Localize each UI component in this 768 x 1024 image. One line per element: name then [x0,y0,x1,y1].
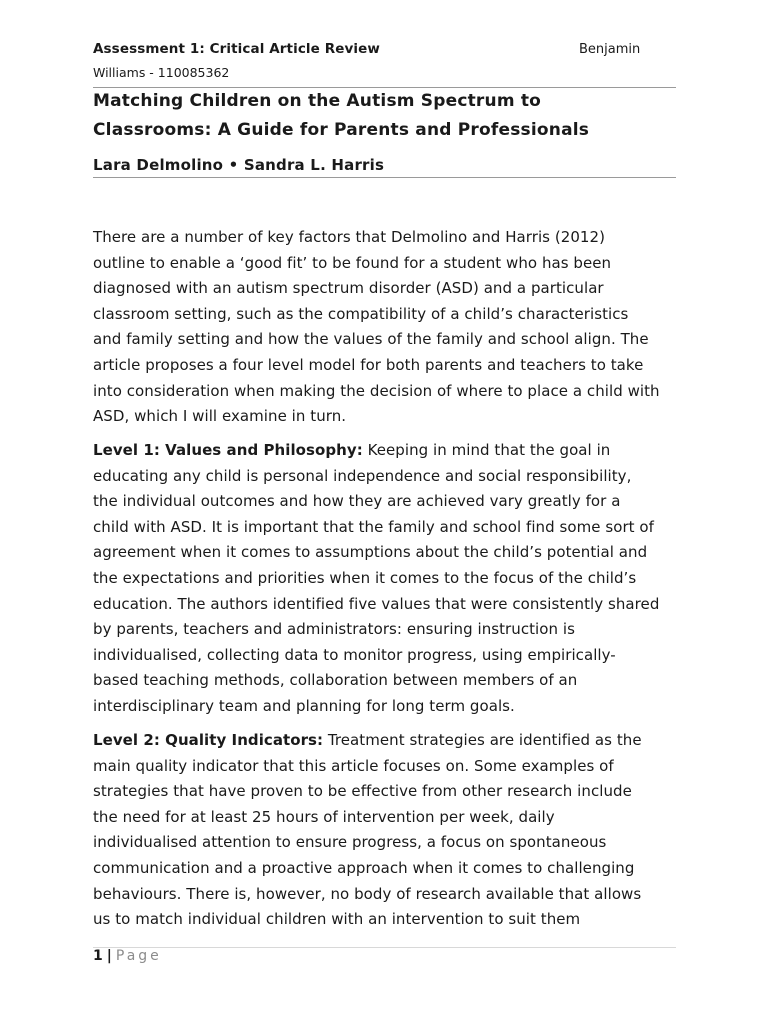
paragraph-line: education. The authors identified five values that were consistently shared [93,594,660,613]
paragraph-line: child with ASD. It is important that the family and school find some sort of [93,517,654,536]
article-title-line: Matching Children on the Autism Spectrum to [93,91,542,111]
paragraph-line: There are a number of key factors that Delmolino and Harris (2012) [93,228,606,246]
paragraph-line: the expectations and priorities when it comes to the focus of the child’s [93,568,637,587]
page-number: 1 [93,948,103,964]
article-authors: Lara Delmolino • Sandra L. Harris [93,156,385,174]
paragraph-line: based teaching methods, collaboration between members of an [93,671,578,690]
paragraph-line-text: Keeping in mind that the goal in [362,441,611,459]
paragraph-line: outline to enable a ‘good fit’ to be found for a student who has been [93,253,612,272]
document-page [93,0,676,1024]
paragraph-line: the need for at least 25 hours of intervention per week, daily [93,807,555,826]
running-header [93,41,676,61]
paragraph-line: interdisciplinary team and planning for long term goals. [93,696,515,715]
paragraph-line: individualised attention to ensure progress, a focus on spontaneous [93,833,607,852]
header-title: Assessment 1: Critical Article Review [93,41,380,57]
paragraph-line: behaviours. There is, however, no body of research available that allows [93,884,642,903]
paragraph-line: us to match individual children with an intervention to suit them [93,910,581,929]
paragraph-first-line [93,728,683,754]
page-label: Page [115,948,162,964]
header-author-first-name: Benjamin [579,42,641,57]
paragraph-intro [93,225,683,430]
paragraph-level-2 [93,728,683,933]
page-footer [93,948,162,964]
paragraph-line: and family setting and how the values of the family and school align. The [93,330,649,349]
paragraph-heading: Level 1: Values and Philosophy: [93,441,363,459]
paragraph-first-line [93,438,683,464]
footer-separator: | [106,948,112,964]
paragraph-line: agreement when it comes to assumptions about the child’s potential and [93,543,648,562]
paragraph-line: into consideration when making the decision of where to place a child with [93,381,660,400]
paragraph-line: article proposes a four level model for both parents and teachers to take [93,355,644,374]
paragraph-line: ASD, which I will examine in turn. [93,407,347,426]
paragraph-heading: Level 2: Quality Indicators: [93,731,324,749]
paragraph-line: the individual outcomes and how they are achieved vary greatly for a [93,492,621,511]
article-title-line: Classrooms: A Guide for Parents and Professionals [93,120,590,140]
paragraph-line: strategies that have proven to be effective from other research include [93,782,632,801]
paragraph-line-text: Treatment strategies are identified as the [323,731,642,749]
paragraph-line: main quality indicator that this article focuses on. Some examples of [93,756,614,775]
paragraph-line: by parents, teachers and administrators: ensuring instruction is [93,620,575,639]
footer-divider [93,947,676,948]
article-title [93,87,676,145]
paragraph-line: communication and a proactive approach when it comes to challenging [93,858,635,877]
paragraph-level-1 [93,438,683,720]
paragraph-line: classroom setting, such as the compatibility of a child’s characteristics [93,304,629,323]
authors-divider [93,177,676,178]
paragraph-line: educating any child is personal independence and social responsibility, [93,466,632,485]
paragraph-line: individualised, collecting data to monitor progress, using empirically- [93,645,616,664]
paragraph-line: diagnosed with an autism spectrum disorder (ASD) and a particular [93,279,604,298]
header-author-id: Williams - 110085362 [93,65,230,80]
